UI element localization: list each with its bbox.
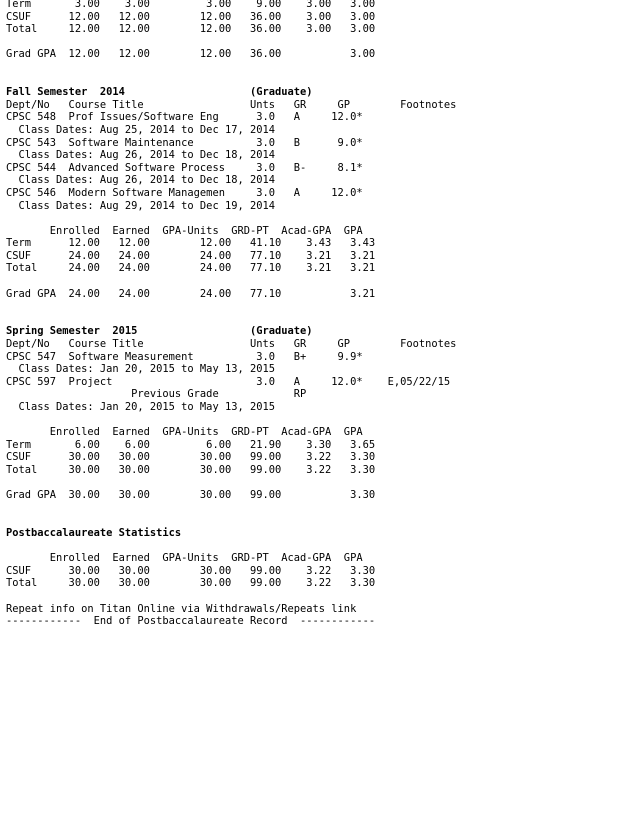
transcript-line: Term 3.00 3.00 3.00 9.00 3.00 3.00: [6, 0, 376, 10]
transcript-line: CPSC 544 Advanced Software Process 3.0 B- 8.1*: [6, 161, 363, 174]
section-heading: Spring Semester 2015 (Graduate): [6, 325, 313, 338]
transcript-line: Total 12.00 12.00 12.00 36.00 3.00 3.00: [6, 23, 376, 36]
transcript-line: Repeat info on Titan Online via Withdrawals/Repeats link: [6, 602, 357, 615]
transcript-line: [6, 313, 456, 326]
transcript-line: CSUF 30.00 30.00 30.00 99.00 3.22 3.30: [6, 564, 376, 577]
transcript-line: CPSC 543 Software Maintenance 3.0 B 9.0*: [6, 136, 363, 149]
section-heading: Postbaccalaureate Statistics: [6, 526, 182, 539]
transcript-line: Class Dates: Jan 20, 2015 to May 13, 2015: [6, 401, 275, 413]
transcript-line: Enrolled Earned GPA-Units GRD-PT Acad-GPA GPA: [6, 224, 363, 237]
transcript-line: ------------ End of Postbaccalaureate Record ------------: [6, 615, 376, 628]
transcript-line: Class Dates: Aug 26, 2014 to Dec 18, 2014: [6, 174, 275, 187]
transcript-line: CSUF 12.00 12.00 12.00 36.00 3.00 3.00: [6, 10, 376, 23]
transcript-line: Term 12.00 12.00 12.00 41.10 3.43 3.43: [6, 237, 376, 250]
transcript-line: Dept/No Course Title Unts GR GP Footnotes: [6, 98, 457, 111]
transcript-line: Dept/No Course Title Unts GR GP Footnotes: [6, 338, 457, 351]
transcript-line: [6, 212, 456, 225]
transcript-line: [6, 61, 456, 74]
transcript-line: CSUF 30.00 30.00 30.00 99.00 3.22 3.30: [6, 451, 376, 464]
transcript-line: Enrolled Earned GPA-Units GRD-PT Acad-GPA GPA: [6, 552, 363, 565]
transcript-line: [6, 275, 456, 288]
transcript-line: [6, 540, 456, 553]
transcript-line: Total 30.00 30.00 30.00 99.00 3.22 3.30: [6, 463, 376, 476]
transcript-line: CPSC 546 Modern Software Managemen 3.0 A 12.0*: [6, 186, 363, 199]
transcript-line: Grad GPA 24.00 24.00 24.00 77.10 3.21: [6, 287, 376, 300]
transcript-line: Previous Grade RP: [6, 388, 307, 401]
transcript-line: CPSC 548 Prof Issues/Software Eng 3.0 A 12.0*: [6, 111, 363, 124]
transcript-line: CPSC 547 Software Measurement 3.0 B+ 9.9*: [6, 350, 363, 363]
section-heading: Fall Semester 2014 (Graduate): [6, 86, 313, 99]
transcript-line: [6, 590, 456, 603]
transcript-line: Grad GPA 12.00 12.00 12.00 36.00 3.00: [6, 48, 376, 61]
transcript-line: Class Dates: Aug 26, 2014 to Dec 18, 2014: [6, 149, 275, 162]
transcript-line: CPSC 597 Project 3.0 A 12.0* E,05/22/15: [6, 375, 451, 388]
transcript-line: [6, 300, 456, 313]
transcript-line: Total 24.00 24.00 24.00 77.10 3.21 3.21: [6, 262, 376, 275]
transcript-line: CSUF 24.00 24.00 24.00 77.10 3.21 3.21: [6, 249, 376, 262]
transcript-line: Class Dates: Jan 20, 2015 to May 13, 2015: [6, 363, 275, 376]
transcript-document: [6, 0, 456, 628]
transcript-line: [6, 414, 456, 427]
transcript-line: Class Dates: Aug 25, 2014 to Dec 17, 2014: [6, 123, 275, 136]
transcript-line: [6, 502, 456, 515]
transcript-line: [6, 514, 456, 527]
transcript-line: Total 30.00 30.00 30.00 99.00 3.22 3.30: [6, 577, 376, 590]
transcript-line: Term 6.00 6.00 6.00 21.90 3.30 3.65: [6, 438, 376, 451]
transcript-line: [6, 477, 456, 490]
transcript-line: [6, 74, 456, 87]
transcript-line: Grad GPA 30.00 30.00 30.00 99.00 3.30: [6, 489, 376, 502]
transcript-line: Class Dates: Aug 29, 2014 to Dec 19, 2014: [6, 199, 275, 212]
transcript-line: Enrolled Earned GPA-Units GRD-PT Acad-GPA GPA: [6, 426, 363, 439]
transcript-line: [6, 36, 456, 49]
